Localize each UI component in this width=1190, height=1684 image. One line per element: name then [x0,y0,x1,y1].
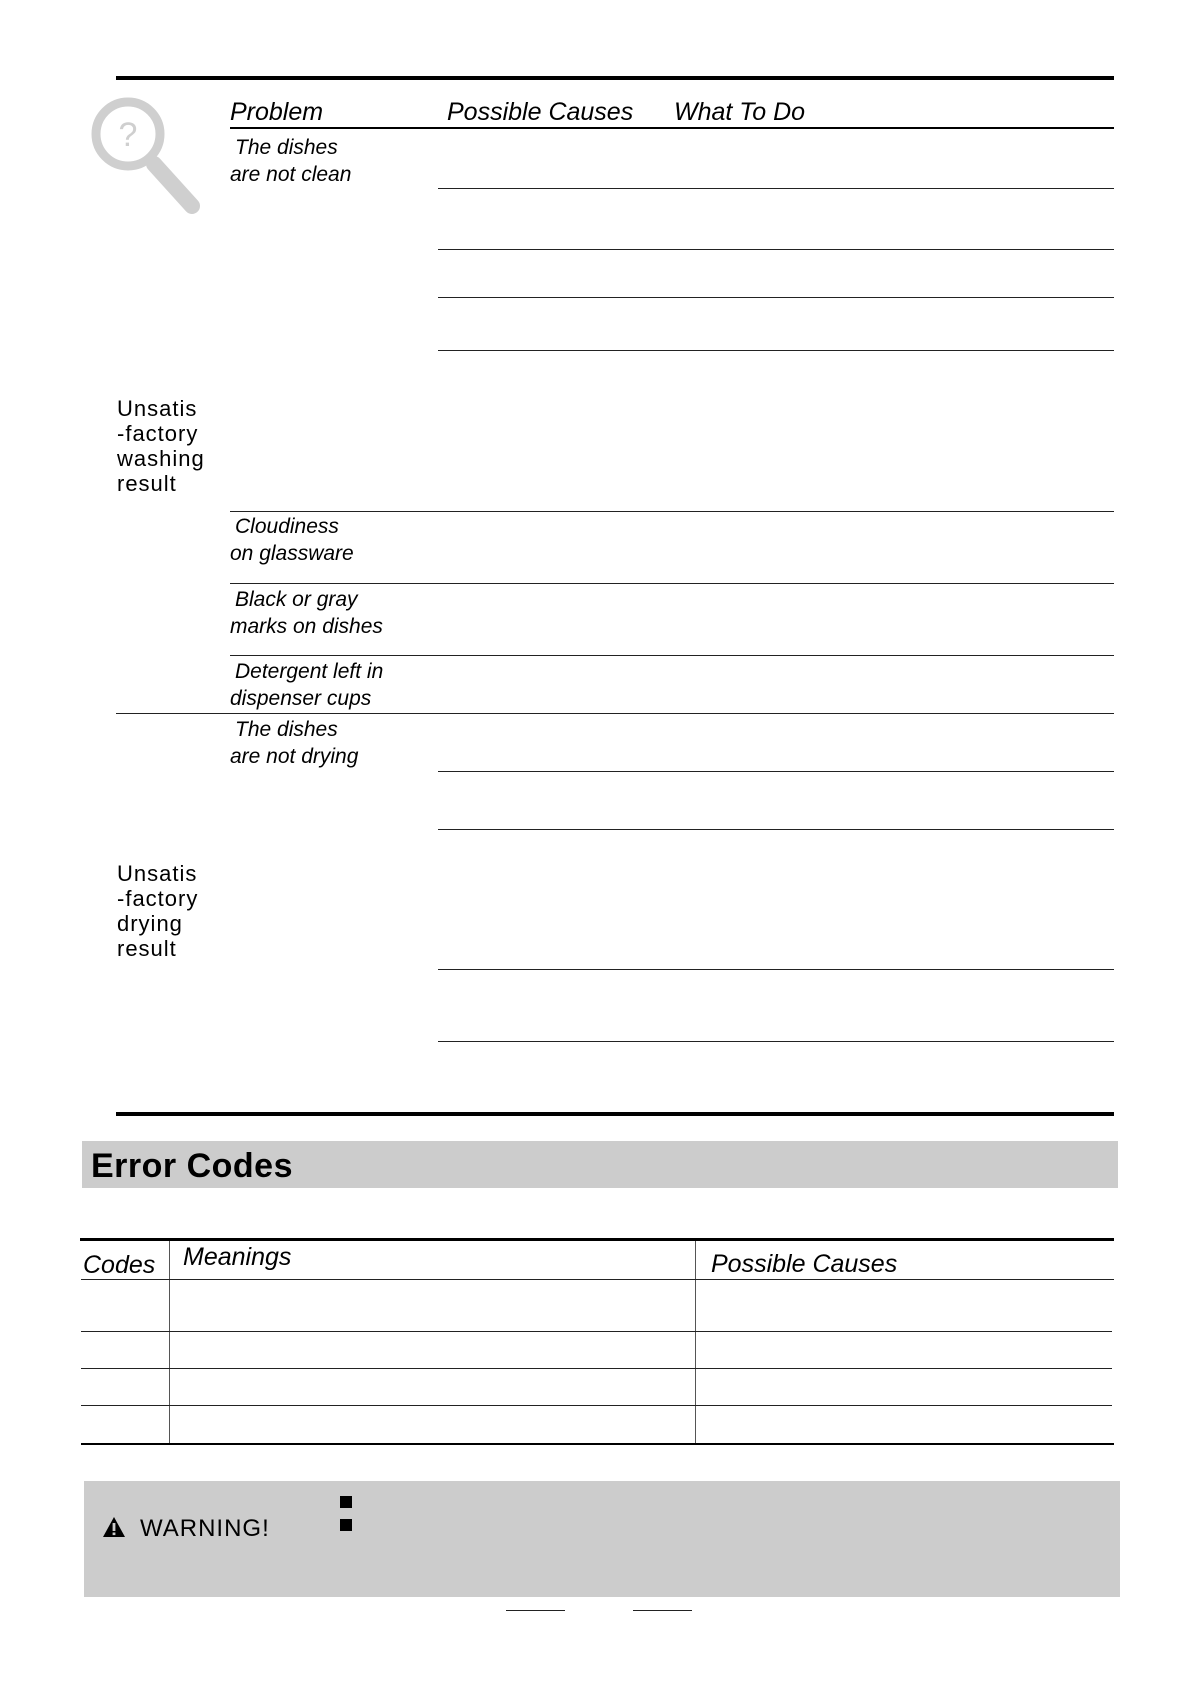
codes-header: Codes [83,1251,156,1279]
error-row-divider [81,1405,1112,1406]
problem-black-gray-marks: Black or gray marks on dishes [230,588,383,638]
error-codes-title: Error Codes [91,1147,293,1185]
row-divider [438,188,1114,189]
warning-triangle-icon [102,1516,126,1538]
category-divider [116,713,1114,714]
row-divider [438,297,1114,298]
error-table-bottom-rule [81,1443,1114,1445]
what-to-do-header: What To Do [674,98,806,126]
footer-rule [633,1610,692,1611]
problem-dishes-not-drying: The dishes are not drying [230,718,359,768]
problem-detergent-left: Detergent left in dispenser cups [230,660,384,710]
row-divider [438,771,1114,772]
top-rule [116,76,1114,80]
warning-label: WARNING! [140,1515,270,1542]
row-divider [438,829,1114,830]
error-codes-title-band [82,1141,1118,1188]
meanings-header: Meanings [183,1243,292,1271]
problem-cloudiness: Cloudiness on glassware [230,515,354,565]
row-divider [230,655,1114,656]
bottom-rule [116,1112,1114,1116]
square-bullet-icon [340,1519,352,1531]
svg-text:?: ? [118,116,138,154]
category-drying: Unsatis -factory drying result [117,861,199,961]
square-bullet-icon [340,1496,352,1508]
problem-header: Problem [230,98,324,126]
possible-causes-header: Possible Causes [447,98,634,126]
error-header-underline [81,1279,1114,1280]
row-divider [438,249,1114,250]
possible-causes-header: Possible Causes [711,1250,898,1278]
problem-dishes-not-clean: The dishes are not clean [230,136,352,186]
magnifier-question-icon [88,94,206,218]
warning-box [84,1481,1120,1597]
error-row-divider [81,1331,1112,1332]
category-washing: Unsatis -factory washing result [117,396,205,496]
row-divider [230,511,1114,512]
row-divider [438,1041,1114,1042]
column-divider [695,1241,696,1444]
footer-rule [506,1610,565,1611]
error-table-top-rule [80,1238,1114,1241]
row-divider [438,969,1114,970]
error-row-divider [81,1368,1112,1369]
header-underline [230,127,1114,129]
column-divider [169,1241,170,1444]
row-divider [438,350,1114,351]
row-divider [230,583,1114,584]
